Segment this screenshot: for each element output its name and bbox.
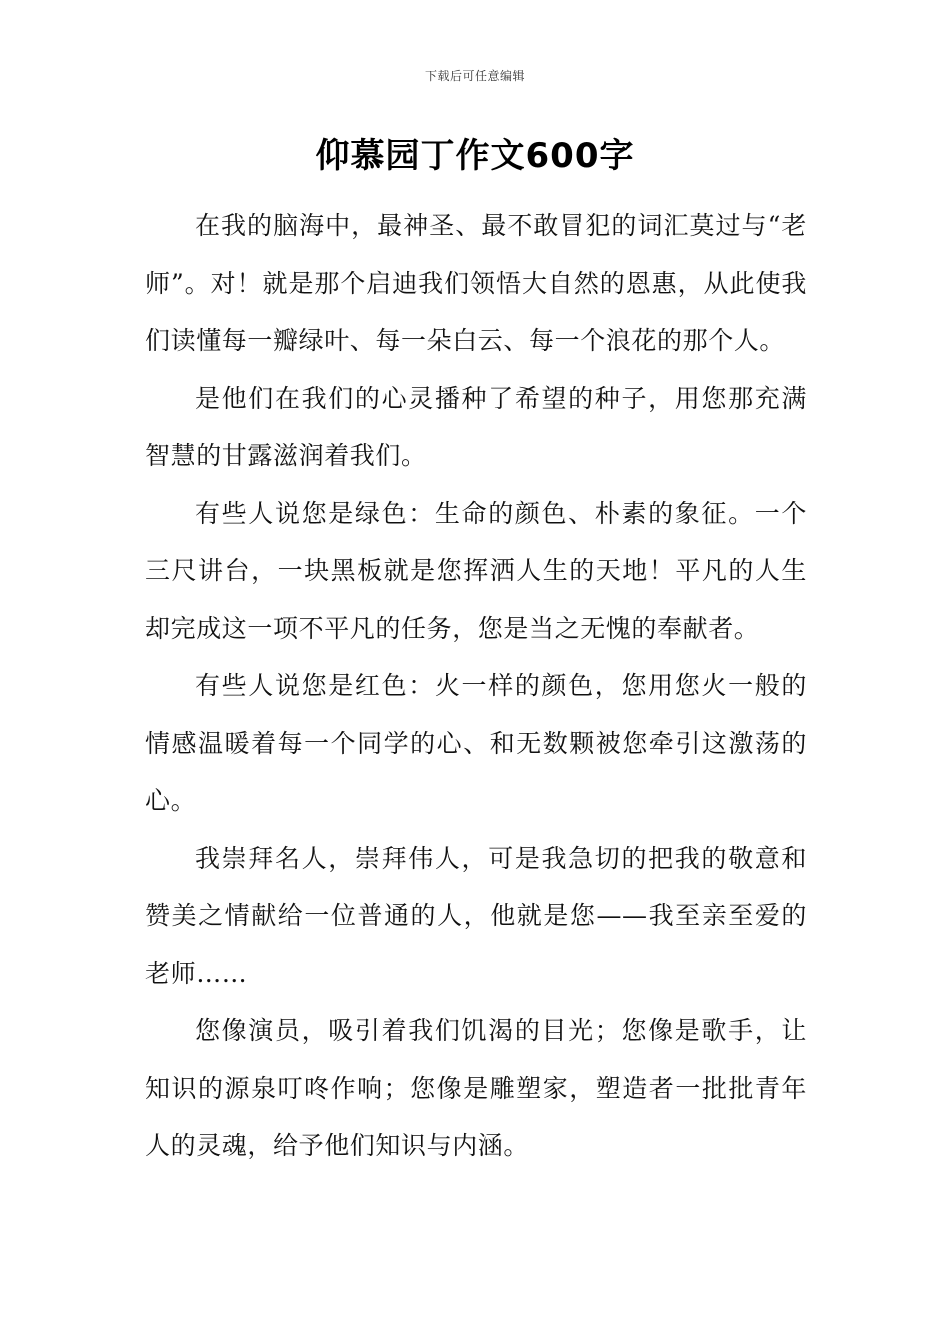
paragraph-6: 您像演员，吸引着我们饥渴的目光；您像是歌手，让知识的源泉叮咚作响；您像是雕塑家，塑造者一批批青年人的灵魂，给予他们知识与内涵。 [145,1016,807,1160]
paragraph-3: 有些人说您是绿色：生命的颜色、朴素的象征。一个三尺讲台，一块黑板就是您挥洒人生的天地！平凡的人生却完成这一项不平凡的任务，您是当之无愧的奉献者。 [145,498,807,643]
header-note: 下载后可任意编辑 [424,69,525,83]
document-title: 仰慕园丁作文600字 [315,136,635,176]
paragraph-5: 我崇拜名人，崇拜伟人，可是我急切的把我的敬意和赞美之情献给一位普通的人，他就是您——我至亲至爱的老师…… [145,843,807,988]
paragraph-4: 有些人说您是红色：火一样的颜色，您用您火一般的情感温暖着每一个同学的心、和无数颗被您牵引这激荡的心。 [145,671,807,815]
paragraph-1: 在我的脑海中，最神圣、最不敢冒犯的词汇莫过与“老师”。对！就是那个启迪我们领悟大自然的恩惠，从此使我们读懂每一瓣绿叶、每一朵白云、每一个浪花的那个人。 [145,211,807,355]
essay-body [145,197,807,1175]
paragraph-2: 是他们在我们的心灵播种了希望的种子，用您那充满智慧的甘露滋润着我们。 [145,383,807,470]
